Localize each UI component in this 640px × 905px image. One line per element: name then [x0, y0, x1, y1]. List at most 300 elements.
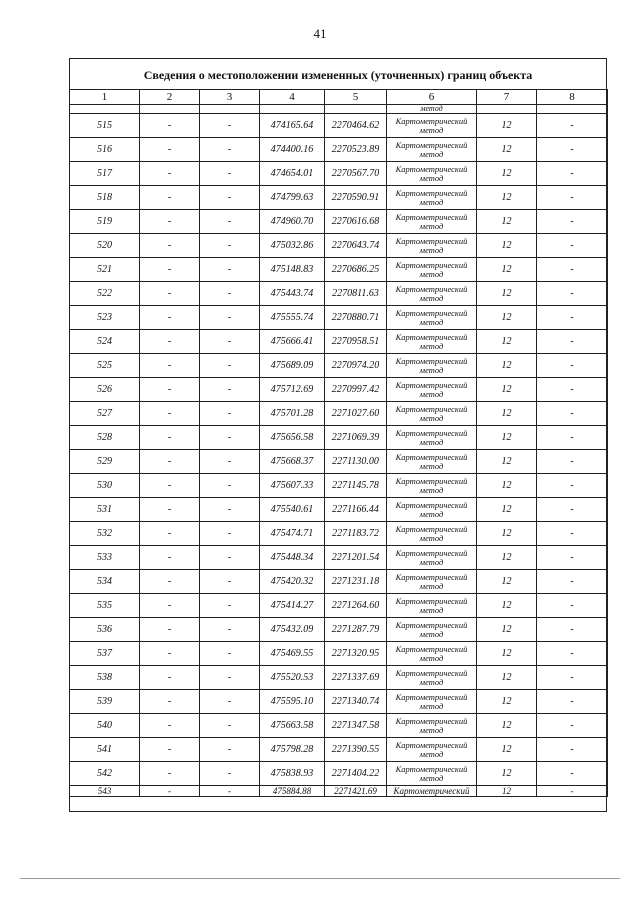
method-cell — [387, 138, 477, 162]
table-cell: - — [140, 786, 200, 797]
method-text: Картометрический — [395, 403, 468, 414]
method-text: Картометрический — [395, 427, 468, 438]
method-text: Картометрический — [395, 331, 468, 342]
x-coordinate-cell: 474799.63 — [260, 186, 325, 210]
method-cell — [387, 570, 477, 594]
table-row — [70, 354, 608, 378]
table-cell: - — [537, 786, 608, 797]
accuracy-cell: 12 — [477, 354, 537, 378]
table-row — [70, 162, 608, 186]
table-cell — [200, 105, 260, 114]
accuracy-cell: 12 — [477, 330, 537, 354]
point-number-cell: 522 — [70, 282, 140, 306]
method-text: Картометрический — [395, 139, 468, 150]
table-cell: - — [140, 570, 200, 594]
accuracy-cell: 12 — [477, 186, 537, 210]
table-row — [70, 282, 608, 306]
method-cell — [387, 738, 477, 762]
method-text: Картометрический — [395, 739, 468, 750]
table-row — [70, 714, 608, 738]
table-cell: - — [140, 378, 200, 402]
method-cell — [387, 522, 477, 546]
table-cell: - — [537, 690, 608, 714]
method-cell — [387, 546, 477, 570]
table-row — [70, 690, 608, 714]
method-cell — [387, 258, 477, 282]
y-coordinate-cell: 2271183.72 — [325, 522, 387, 546]
method-text: Картометрический — [395, 667, 468, 678]
accuracy-cell: 12 — [477, 594, 537, 618]
y-coordinate-cell: 2270880.71 — [325, 306, 387, 330]
point-number-cell: 534 — [70, 570, 140, 594]
method-text: Картометрический — [395, 571, 468, 582]
table-cell: - — [200, 138, 260, 162]
point-number-cell: 515 — [70, 114, 140, 138]
method-text: Картометрический — [395, 355, 468, 366]
method-cell — [387, 378, 477, 402]
table-cell: - — [140, 690, 200, 714]
table-cell: - — [200, 594, 260, 618]
table-cell — [537, 105, 608, 114]
method-cell: метод — [387, 105, 477, 114]
point-number-cell: 540 — [70, 714, 140, 738]
accuracy-cell: 12 — [477, 426, 537, 450]
method-text: метод — [419, 220, 444, 231]
method-text: Картометрический — [395, 595, 468, 606]
x-coordinate-cell: 475668.37 — [260, 450, 325, 474]
method-text: Картометрический — [395, 451, 468, 462]
method-cell — [387, 498, 477, 522]
method-text: Картометрический — [395, 619, 468, 630]
table-cell: - — [140, 234, 200, 258]
method-text: Картометрический — [395, 763, 468, 774]
x-coordinate-cell: 475148.83 — [260, 258, 325, 282]
method-text: Картометрический — [395, 547, 468, 558]
method-text: метод — [419, 148, 444, 159]
x-coordinate-cell: 475474.71 — [260, 522, 325, 546]
table-row — [70, 450, 608, 474]
method-cell — [387, 282, 477, 306]
point-number-cell: 533 — [70, 546, 140, 570]
y-coordinate-cell: 2271337.69 — [325, 666, 387, 690]
method-text: метод — [419, 508, 444, 519]
y-coordinate-cell: 2270997.42 — [325, 378, 387, 402]
table-title: Сведения о местоположении измененных (уточненных) границ объекта — [143, 68, 533, 82]
accuracy-cell: 12 — [477, 450, 537, 474]
method-text: Картометрический — [395, 499, 468, 510]
method-text: Картометрический — [395, 523, 468, 534]
x-coordinate-cell: 475443.74 — [260, 282, 325, 306]
table-cell: - — [200, 426, 260, 450]
method-cell — [387, 210, 477, 234]
method-text: метод — [419, 580, 444, 591]
x-coordinate-cell: 475420.32 — [260, 570, 325, 594]
table-row — [70, 786, 608, 797]
method-cell — [387, 594, 477, 618]
method-text: метод — [419, 676, 444, 687]
accuracy-cell: 12 — [477, 210, 537, 234]
table-cell: - — [140, 474, 200, 498]
point-number-cell: 521 — [70, 258, 140, 282]
table-cell: - — [537, 594, 608, 618]
accuracy-cell: 12 — [477, 738, 537, 762]
y-coordinate-cell: 2271320.95 — [325, 642, 387, 666]
method-text: метод — [419, 652, 444, 663]
point-number-cell: 542 — [70, 762, 140, 786]
bottom-divider — [20, 878, 620, 879]
table-row — [70, 666, 608, 690]
x-coordinate-cell: 475689.09 — [260, 354, 325, 378]
method-text: метод — [419, 316, 444, 327]
method-text: метод — [419, 556, 444, 567]
table-cell: - — [537, 450, 608, 474]
method-cell: Картометрический — [387, 786, 477, 797]
table-cell: - — [140, 618, 200, 642]
table-cell: - — [200, 618, 260, 642]
x-coordinate-cell: 475701.28 — [260, 402, 325, 426]
method-text: метод — [419, 460, 444, 471]
method-cell — [387, 402, 477, 426]
table-row — [70, 258, 608, 282]
table-cell: - — [140, 762, 200, 786]
method-text: метод — [419, 124, 444, 135]
table-cell: - — [537, 738, 608, 762]
table-cell: - — [537, 474, 608, 498]
method-text: метод — [419, 532, 444, 543]
x-coordinate-cell: 475555.74 — [260, 306, 325, 330]
point-number-cell: 516 — [70, 138, 140, 162]
method-text: Картометрический — [395, 475, 468, 486]
table-cell — [477, 105, 537, 114]
accuracy-cell: 12 — [477, 498, 537, 522]
table-cell: - — [200, 306, 260, 330]
method-text: метод — [419, 364, 444, 375]
table-cell: - — [537, 402, 608, 426]
table-row — [70, 306, 608, 330]
point-number-cell: 520 — [70, 234, 140, 258]
table-cell: - — [200, 666, 260, 690]
table-cell: - — [140, 498, 200, 522]
table-cell: - — [537, 618, 608, 642]
table-cell: - — [537, 258, 608, 282]
table-frame — [69, 58, 607, 812]
point-number-cell: 517 — [70, 162, 140, 186]
table-row — [70, 330, 608, 354]
method-text: Картометрический — [395, 283, 468, 294]
table-cell: - — [140, 306, 200, 330]
x-coordinate-cell: 474165.64 — [260, 114, 325, 138]
method-cell — [387, 186, 477, 210]
point-number-cell: 538 — [70, 666, 140, 690]
accuracy-cell: 12 — [477, 642, 537, 666]
method-text: метод — [419, 412, 444, 423]
table-cell: - — [200, 738, 260, 762]
x-coordinate-cell: 475432.09 — [260, 618, 325, 642]
table-cell: - — [140, 162, 200, 186]
x-coordinate-cell: 475663.58 — [260, 714, 325, 738]
method-cell — [387, 474, 477, 498]
accuracy-cell: 12 — [477, 114, 537, 138]
y-coordinate-cell: 2271231.18 — [325, 570, 387, 594]
table-cell: - — [200, 546, 260, 570]
table-cell: - — [140, 138, 200, 162]
table-cell: - — [140, 714, 200, 738]
table-row — [70, 426, 608, 450]
method-cell — [387, 642, 477, 666]
table-cell: - — [537, 138, 608, 162]
point-number-cell: 536 — [70, 618, 140, 642]
table-cell: - — [537, 642, 608, 666]
accuracy-cell: 12 — [477, 546, 537, 570]
table-cell: - — [537, 546, 608, 570]
x-coordinate-cell: 475798.28 — [260, 738, 325, 762]
column-header: 1 — [70, 90, 140, 105]
accuracy-cell: 12 — [477, 306, 537, 330]
accuracy-cell: 12 — [477, 522, 537, 546]
y-coordinate-cell: 2270590.91 — [325, 186, 387, 210]
method-text: метод — [419, 268, 444, 279]
method-text: Картометрический — [395, 163, 468, 174]
table-cell: - — [140, 426, 200, 450]
y-coordinate-cell: 2271347.58 — [325, 714, 387, 738]
table-cell: - — [537, 306, 608, 330]
table-cell: - — [537, 282, 608, 306]
method-cell — [387, 330, 477, 354]
table-cell: - — [200, 786, 260, 797]
table-cell: - — [537, 354, 608, 378]
table-cell: - — [200, 114, 260, 138]
method-text: метод — [419, 724, 444, 735]
table-cell: - — [140, 666, 200, 690]
table-cell: - — [140, 354, 200, 378]
method-text: Картометрический — [395, 307, 468, 318]
table-cell: - — [537, 114, 608, 138]
table-cell: - — [537, 210, 608, 234]
y-coordinate-cell: 2270616.68 — [325, 210, 387, 234]
table-cell: - — [140, 546, 200, 570]
y-coordinate-cell: 2270974.20 — [325, 354, 387, 378]
point-number-cell: 519 — [70, 210, 140, 234]
table-cell: - — [140, 210, 200, 234]
accuracy-cell: 12 — [477, 762, 537, 786]
table-cell: - — [537, 426, 608, 450]
table-cell: - — [537, 666, 608, 690]
method-text: метод — [419, 604, 444, 615]
table-cell: - — [140, 594, 200, 618]
table-row — [70, 474, 608, 498]
table-cell: - — [537, 234, 608, 258]
y-coordinate-cell: 2271421.69 — [325, 786, 387, 797]
y-coordinate-cell: 2271264.60 — [325, 594, 387, 618]
point-number-cell: 527 — [70, 402, 140, 426]
method-cell — [387, 690, 477, 714]
table-row — [70, 642, 608, 666]
table-cell: - — [200, 714, 260, 738]
table-cell: - — [200, 378, 260, 402]
y-coordinate-cell: 2270523.89 — [325, 138, 387, 162]
point-number-cell: 531 — [70, 498, 140, 522]
point-number-cell: 539 — [70, 690, 140, 714]
table-cell: - — [140, 282, 200, 306]
method-text: метод — [419, 388, 444, 399]
y-coordinate-cell: 2270567.70 — [325, 162, 387, 186]
point-number-cell: 526 — [70, 378, 140, 402]
accuracy-cell: 12 — [477, 666, 537, 690]
method-text: метод — [419, 628, 444, 639]
accuracy-cell: 12 — [477, 258, 537, 282]
y-coordinate-cell: 2271145.78 — [325, 474, 387, 498]
table-cell: - — [200, 690, 260, 714]
table-row — [70, 762, 608, 786]
y-coordinate-cell: 2271287.79 — [325, 618, 387, 642]
y-coordinate-cell: 2270958.51 — [325, 330, 387, 354]
column-header: 3 — [200, 90, 260, 105]
method-cell — [387, 306, 477, 330]
y-coordinate-cell: 2271130.00 — [325, 450, 387, 474]
x-coordinate-cell: 475884.88 — [260, 786, 325, 797]
table-cell: - — [537, 762, 608, 786]
point-number-cell: 524 — [70, 330, 140, 354]
table-cell: - — [200, 258, 260, 282]
x-coordinate-cell: 474960.70 — [260, 210, 325, 234]
method-text: метод — [419, 340, 444, 351]
table-cell — [140, 105, 200, 114]
column-header: 2 — [140, 90, 200, 105]
point-number-cell: 529 — [70, 450, 140, 474]
table-cell: - — [140, 186, 200, 210]
x-coordinate-cell: 475448.34 — [260, 546, 325, 570]
table-cell: - — [200, 522, 260, 546]
table-cell: - — [140, 642, 200, 666]
method-cell — [387, 762, 477, 786]
method-text: Картометрический — [395, 643, 468, 654]
table-row — [70, 522, 608, 546]
table-cell: - — [140, 522, 200, 546]
y-coordinate-cell: 2271166.44 — [325, 498, 387, 522]
table-row — [70, 138, 608, 162]
accuracy-cell: 12 — [477, 570, 537, 594]
table-cell: - — [140, 258, 200, 282]
x-coordinate-cell: 475595.10 — [260, 690, 325, 714]
table-cell: - — [200, 570, 260, 594]
y-coordinate-cell: 2270464.62 — [325, 114, 387, 138]
accuracy-cell: 12 — [477, 618, 537, 642]
x-coordinate-cell: 475520.53 — [260, 666, 325, 690]
accuracy-cell: 12 — [477, 378, 537, 402]
table-cell — [70, 105, 140, 114]
table-cell: - — [537, 522, 608, 546]
accuracy-cell: 12 — [477, 234, 537, 258]
point-number-cell: 535 — [70, 594, 140, 618]
method-text: метод — [419, 484, 444, 495]
table-cell: - — [200, 162, 260, 186]
x-coordinate-cell: 475540.61 — [260, 498, 325, 522]
accuracy-cell: 12 — [477, 138, 537, 162]
method-text: метод — [419, 196, 444, 207]
table-cell: - — [537, 378, 608, 402]
point-number-cell: 528 — [70, 426, 140, 450]
point-number-cell: 523 — [70, 306, 140, 330]
x-coordinate-cell: 475838.93 — [260, 762, 325, 786]
table-cell: - — [200, 282, 260, 306]
point-number-cell: 543 — [70, 786, 140, 797]
y-coordinate-cell: 2270686.25 — [325, 258, 387, 282]
accuracy-cell: 12 — [477, 282, 537, 306]
accuracy-cell: 12 — [477, 474, 537, 498]
table-row — [70, 570, 608, 594]
table-cell: - — [537, 714, 608, 738]
y-coordinate-cell: 2271027.60 — [325, 402, 387, 426]
table-cell: - — [537, 498, 608, 522]
table-row — [70, 738, 608, 762]
column-header: 5 — [325, 90, 387, 105]
table-cell: - — [140, 738, 200, 762]
table-cell: - — [200, 354, 260, 378]
table-row — [70, 618, 608, 642]
method-text: Картометрический — [395, 187, 468, 198]
y-coordinate-cell: 2270643.74 — [325, 234, 387, 258]
method-cell — [387, 714, 477, 738]
method-cell — [387, 618, 477, 642]
table-row — [70, 498, 608, 522]
accuracy-cell: 12 — [477, 714, 537, 738]
method-text: метод — [419, 292, 444, 303]
continuation-row — [70, 105, 608, 114]
method-cell — [387, 666, 477, 690]
accuracy-cell: 12 — [477, 402, 537, 426]
column-header: 6 — [387, 90, 477, 105]
method-text: метод — [419, 748, 444, 759]
table-cell: - — [537, 162, 608, 186]
accuracy-cell: 12 — [477, 162, 537, 186]
x-coordinate-cell: 475712.69 — [260, 378, 325, 402]
y-coordinate-cell: 2271340.74 — [325, 690, 387, 714]
method-text: метод — [419, 172, 444, 183]
table-cell: - — [200, 234, 260, 258]
column-header: 4 — [260, 90, 325, 105]
method-text: Картометрический — [395, 379, 468, 390]
table-cell: - — [200, 498, 260, 522]
method-cell — [387, 162, 477, 186]
y-coordinate-cell: 2271201.54 — [325, 546, 387, 570]
x-coordinate-cell: 474400.16 — [260, 138, 325, 162]
method-text: Картометрический — [395, 259, 468, 270]
point-number-cell: 537 — [70, 642, 140, 666]
table-cell: - — [140, 402, 200, 426]
method-cell — [387, 114, 477, 138]
table-cell: - — [200, 210, 260, 234]
x-coordinate-cell: 475607.33 — [260, 474, 325, 498]
method-text: Картометрический — [395, 715, 468, 726]
table-cell: - — [200, 402, 260, 426]
table-row — [70, 546, 608, 570]
x-coordinate-cell: 475032.86 — [260, 234, 325, 258]
table-row — [70, 210, 608, 234]
table-cell: - — [140, 450, 200, 474]
table-cell: - — [140, 330, 200, 354]
table-cell: - — [537, 330, 608, 354]
method-cell — [387, 234, 477, 258]
method-cell — [387, 426, 477, 450]
method-text: метод — [419, 436, 444, 447]
point-number-cell: 530 — [70, 474, 140, 498]
x-coordinate-cell: 475414.27 — [260, 594, 325, 618]
table-cell: - — [200, 474, 260, 498]
method-cell — [387, 354, 477, 378]
point-number-cell: 525 — [70, 354, 140, 378]
table-cell: - — [537, 186, 608, 210]
accuracy-cell: 12 — [477, 786, 537, 797]
